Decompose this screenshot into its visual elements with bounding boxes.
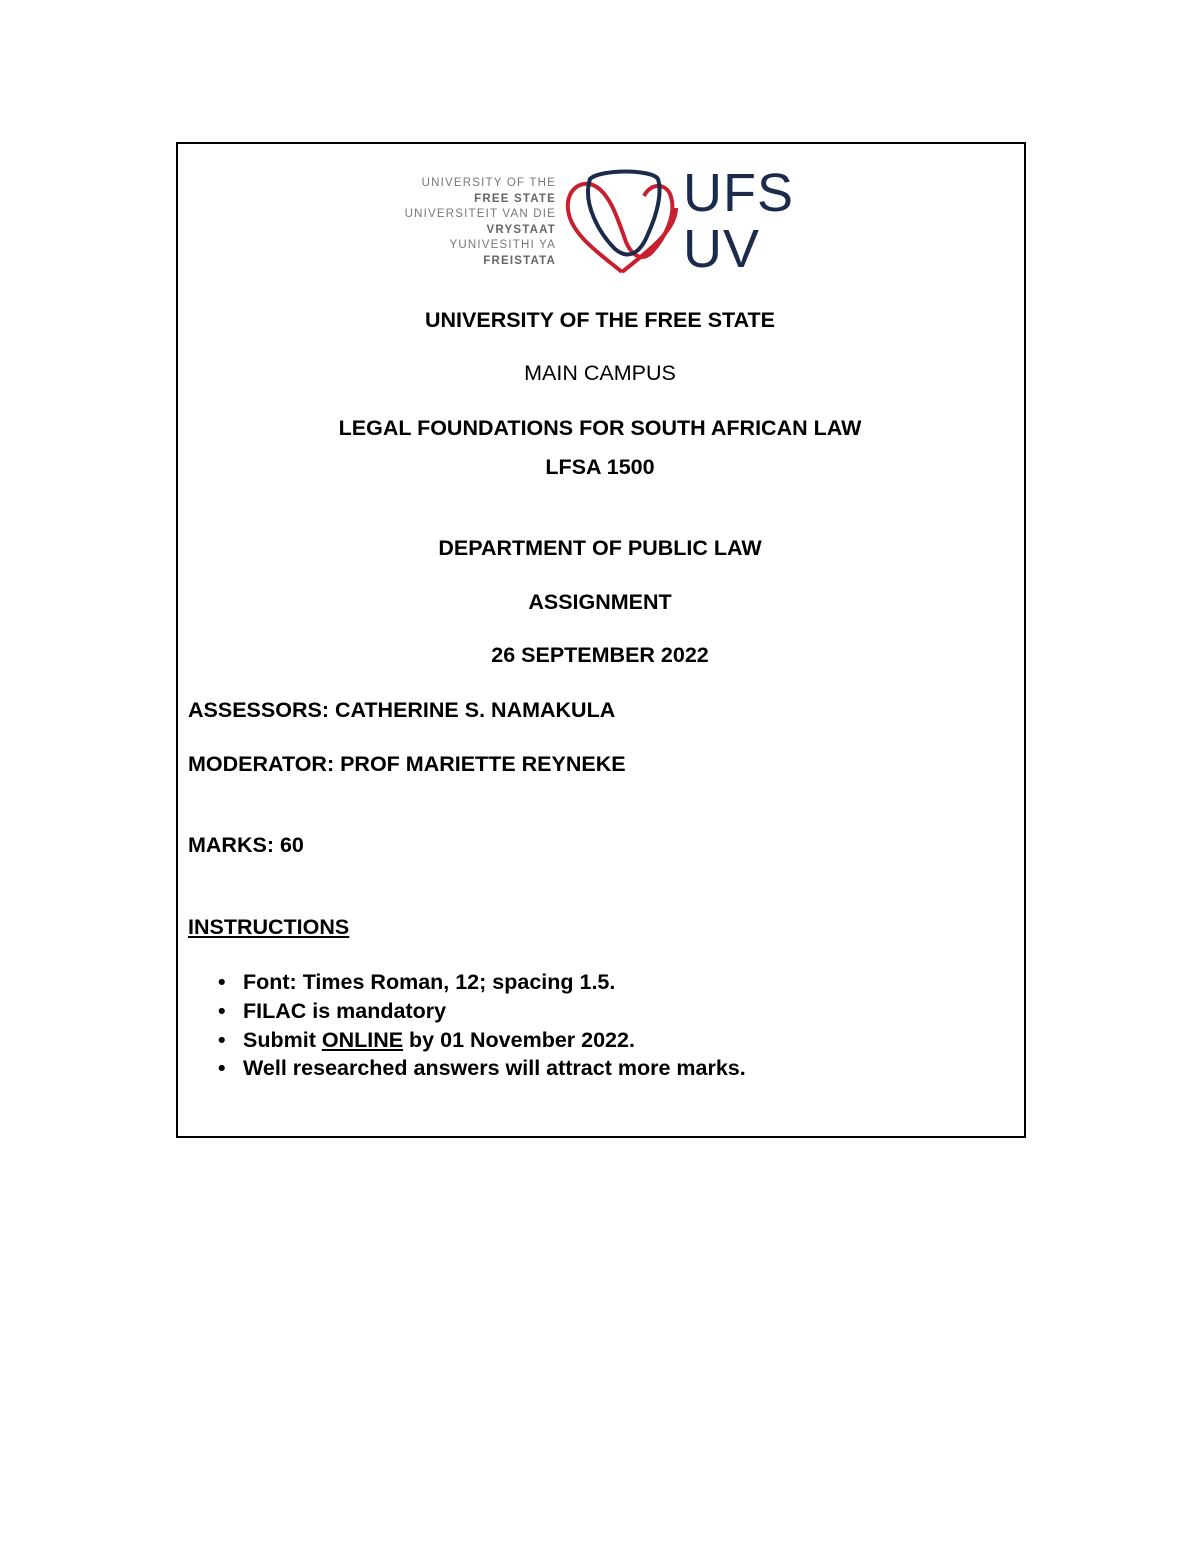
module-title: LEGAL FOUNDATIONS FOR SOUTH AFRICAN LAW — [338, 416, 862, 440]
document-type: ASSIGNMENT — [528, 590, 672, 614]
list-item: FILAC is mandatory — [243, 999, 447, 1023]
logo-line: FREISTATA — [483, 254, 556, 267]
list-item: Font: Times Roman, 12; spacing 1.5. — [243, 970, 616, 994]
submit-pre: Submit — [243, 1028, 322, 1052]
bullet-icon: • — [218, 970, 226, 994]
university-name: UNIVERSITY OF THE FREE STATE — [424, 308, 775, 332]
logo-wordmark — [396, 176, 556, 270]
bullet-icon: • — [218, 1056, 226, 1080]
logo-heart-emblem — [560, 164, 685, 279]
assessors: ASSESSORS: CATHERINE S. NAMAKULA — [188, 698, 616, 722]
logo-line: UNIVERSITY OF THE — [421, 177, 556, 189]
moderator: MODERATOR: PROF MARIETTE REYNEKE — [188, 752, 626, 776]
logo-line: VRYSTAAT — [486, 223, 556, 236]
date: 26 SEPTEMBER 2022 — [491, 643, 709, 667]
list-item: Well researched answers will attract more marks. — [243, 1056, 746, 1080]
submit-online-emphasis: ONLINE — [321, 1028, 404, 1052]
instructions-heading: INSTRUCTIONS — [188, 915, 350, 939]
bullet-icon: • — [218, 999, 226, 1023]
submit-post: by 01 November 2022. — [403, 1028, 635, 1052]
list-item — [243, 1027, 635, 1053]
logo-line: YUNIVESITHI YA — [449, 239, 556, 252]
marks: MARKS: 60 — [188, 833, 304, 857]
logo-line: UNIVERSITEIT VAN DIE — [404, 208, 556, 221]
bullet-icon: • — [218, 1028, 226, 1052]
campus: MAIN CAMPUS — [524, 361, 676, 385]
logo-line: FREE STATE — [474, 192, 556, 205]
module-code: LFSA 1500 — [545, 455, 655, 479]
logo-abbr-ufs: UFS — [683, 163, 794, 223]
department: DEPARTMENT OF PUBLIC LAW — [438, 536, 762, 560]
logo-abbr-uv: UV — [683, 219, 761, 279]
